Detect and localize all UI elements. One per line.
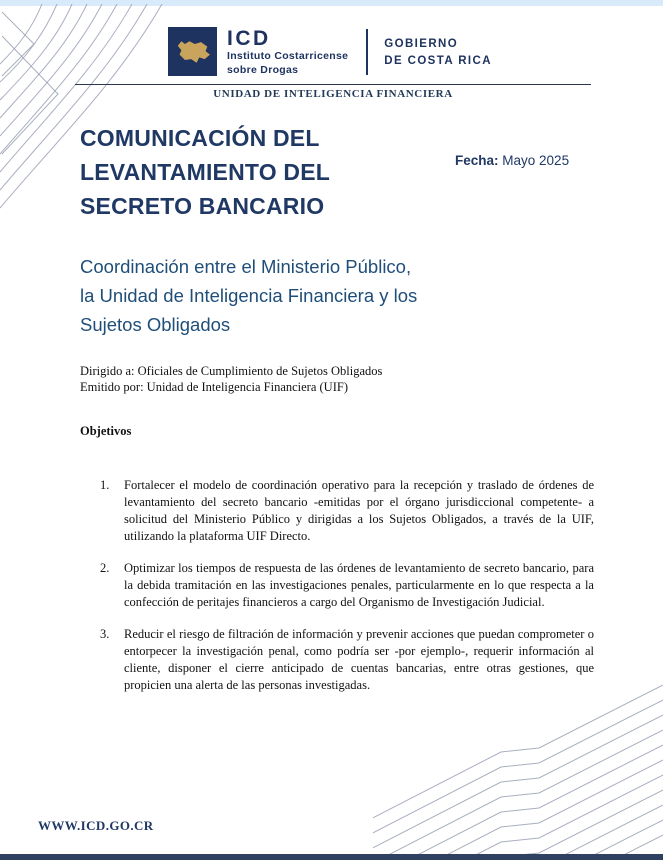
document-meta	[80, 363, 382, 395]
logo-row	[168, 27, 492, 77]
logo-institute-name-line2: sobre Drogas	[227, 63, 299, 76]
icd-logo	[168, 27, 217, 76]
objectives-list	[100, 477, 594, 709]
subtitle-line-3: Sujetos Obligados	[80, 314, 231, 335]
issued-by-line	[80, 379, 382, 395]
objective-number: 1.	[100, 478, 110, 492]
unit-banner: UNIDAD DE INTELIGENCIA FINANCIERA	[213, 88, 453, 100]
header-rule	[75, 84, 591, 85]
corner-lines-decoration-bottom-right	[373, 684, 663, 854]
objective-number: 2.	[100, 561, 110, 575]
objective-text: Fortalecer el modelo de coordinación operativo para la recepción y traslado de órdenes de levantamiento del secreto bancario -emitidas por el órgano jurisdiccional competente- a solicitud del Ministerio Público y dirigidas a los Sujetos Obligados, a través de la UIF, utilizando la plataforma UIF Directo.	[124, 478, 594, 543]
date-line	[455, 153, 569, 168]
costa-rica-map-icon	[173, 35, 213, 69]
title-line-1: COMUNICACIÓN DEL	[80, 125, 320, 151]
addressed-to-label: Dirigido a:	[80, 364, 135, 378]
government-line1: GOBIERNO	[384, 38, 459, 50]
header-divider	[366, 29, 368, 75]
subtitle-line-1: Coordinación entre el Ministerio Público,	[80, 256, 412, 277]
objectives-heading: Objetivos	[80, 424, 132, 438]
date-value: Mayo 2025	[502, 153, 570, 168]
objective-text: Reducir el riesgo de filtración de información y prevenir acciones que puedan comprometer o entorpecer la investigación penal, como podría ser -por ejemplo-, requerir información al cliente, disponer el cierre anticipado de cuentas bancarias, entre otras gestiones, que propicien una alerta de las personas investigadas.	[124, 627, 594, 692]
objective-text: Optimizar los tiempos de respuesta de las órdenes de levantamiento de secreto bancario, para la debida tramitación en las investigaciones penales, particularmente en lo que respecta a la confección de peritajes financieros a cargo del Organismo de Investigación Judicial.	[124, 561, 594, 609]
document-title	[80, 121, 330, 223]
document-subtitle	[80, 252, 417, 339]
title-line-2: LEVANTAMIENTO DEL	[80, 159, 331, 185]
objective-item	[100, 477, 594, 545]
objective-item	[100, 560, 594, 611]
logo-institute-name-line1: Instituto Costarricense	[227, 50, 349, 62]
objective-item	[100, 626, 594, 694]
title-line-3: SECRETO BANCARIO	[80, 193, 325, 219]
addressed-to-line	[80, 363, 382, 379]
bottom-accent-bar	[0, 854, 663, 860]
objective-number: 3.	[100, 627, 110, 641]
logo-acronym: ICD	[227, 27, 271, 50]
government-wordmark	[384, 27, 492, 70]
logo-text	[227, 27, 348, 77]
issued-by-label: Emitido por:	[80, 380, 144, 394]
addressed-to-value: Oficiales de Cumplimiento de Sujetos Obligados	[137, 364, 383, 378]
date-label: Fecha:	[455, 153, 499, 168]
website-url: WWW.ICD.GO.CR	[38, 818, 154, 833]
subtitle-line-2: la Unidad de Inteligencia Financiera y los	[80, 285, 418, 306]
government-line2: DE COSTA RICA	[384, 55, 492, 67]
issued-by-value: Unidad de Inteligencia Financiera (UIF)	[146, 380, 348, 394]
